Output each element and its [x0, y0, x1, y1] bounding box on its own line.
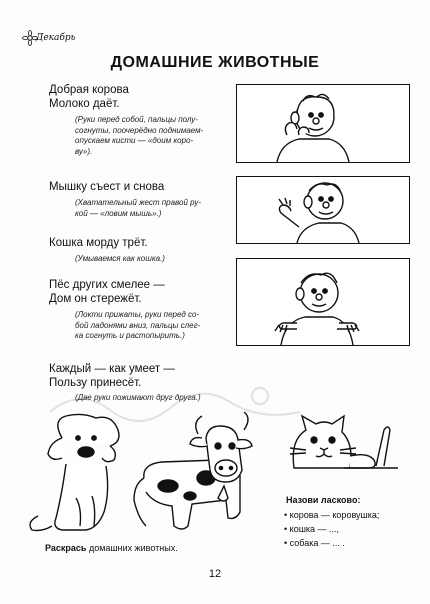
dog-illustration [30, 414, 119, 530]
verse-line: Кошка морду трёт. [49, 237, 148, 249]
note-line: (Локти прижаты, руки перед со- [75, 310, 200, 319]
verse-line: Пёс других смелее — [49, 279, 165, 291]
note-line: опускаем кисти — «доим коро- [75, 136, 194, 145]
dog-cow-illustration [22, 408, 272, 538]
cat-illustration [284, 410, 404, 472]
note-line: ка согнуть и растопырить.) [75, 331, 185, 340]
note-line: (Две руки пожимают друг друга.) [75, 393, 201, 402]
task-item-3: • собака — ... . [284, 538, 345, 548]
illustration-frame-1 [236, 84, 410, 163]
task-item-1: • корова — коровушка; [284, 510, 380, 520]
stanza-2-text [49, 180, 164, 194]
note-line: бой ладонями вниз, пальцы слег- [75, 320, 201, 330]
caption-rest: домашних животных. [86, 543, 178, 553]
stanza-4-note [75, 310, 200, 342]
stanza-1-text [49, 83, 129, 111]
task-item-2: • кошка — ..., [284, 524, 340, 534]
page-number: 12 [208, 568, 222, 580]
note-line: кой — «ловим мышь».) [75, 208, 162, 218]
note-line: (Умываемся как кошка.) [75, 254, 165, 263]
illustration-frame-3 [236, 258, 410, 346]
boy-catching-illustration [237, 177, 409, 243]
cow-illustration [134, 412, 252, 529]
stanza-1-note [75, 115, 203, 157]
stanza-3-text [49, 236, 148, 250]
stanza-4-text [49, 278, 165, 306]
verse-line: Дом он стережёт. [49, 293, 142, 305]
month-label: Декабрь [36, 33, 76, 43]
note-line: согнуты, поочерёдно поднимаем- [75, 125, 204, 135]
page-title: ДОМАШНИЕ ЖИВОТНЫЕ [110, 54, 320, 71]
note-line: (Хватательный жест правой ру- [75, 198, 202, 207]
verse-line: Добрая корова [49, 84, 129, 96]
verse-line: Мышку съест и снова [49, 181, 165, 193]
stanza-3-note [75, 254, 165, 265]
boy-paws-illustration [237, 259, 409, 345]
stanza-2-note [75, 198, 201, 219]
coloring-caption [45, 543, 178, 553]
note-line: (Руки перед собой, пальцы полу- [75, 115, 198, 124]
boy-milking-illustration [237, 85, 409, 162]
stanza-5-note [75, 393, 201, 404]
caption-bold: Раскрась [45, 543, 87, 553]
verse-line: Молоко даёт. [49, 98, 120, 110]
illustration-frame-2 [236, 176, 410, 244]
verse-line: Пользу принесёт. [49, 377, 142, 389]
verse-line: Каждый — как умеет — [49, 363, 175, 375]
task-title: Назови ласково: [286, 495, 361, 505]
note-line: ву»). [75, 146, 93, 156]
stanza-5-text [49, 362, 175, 390]
